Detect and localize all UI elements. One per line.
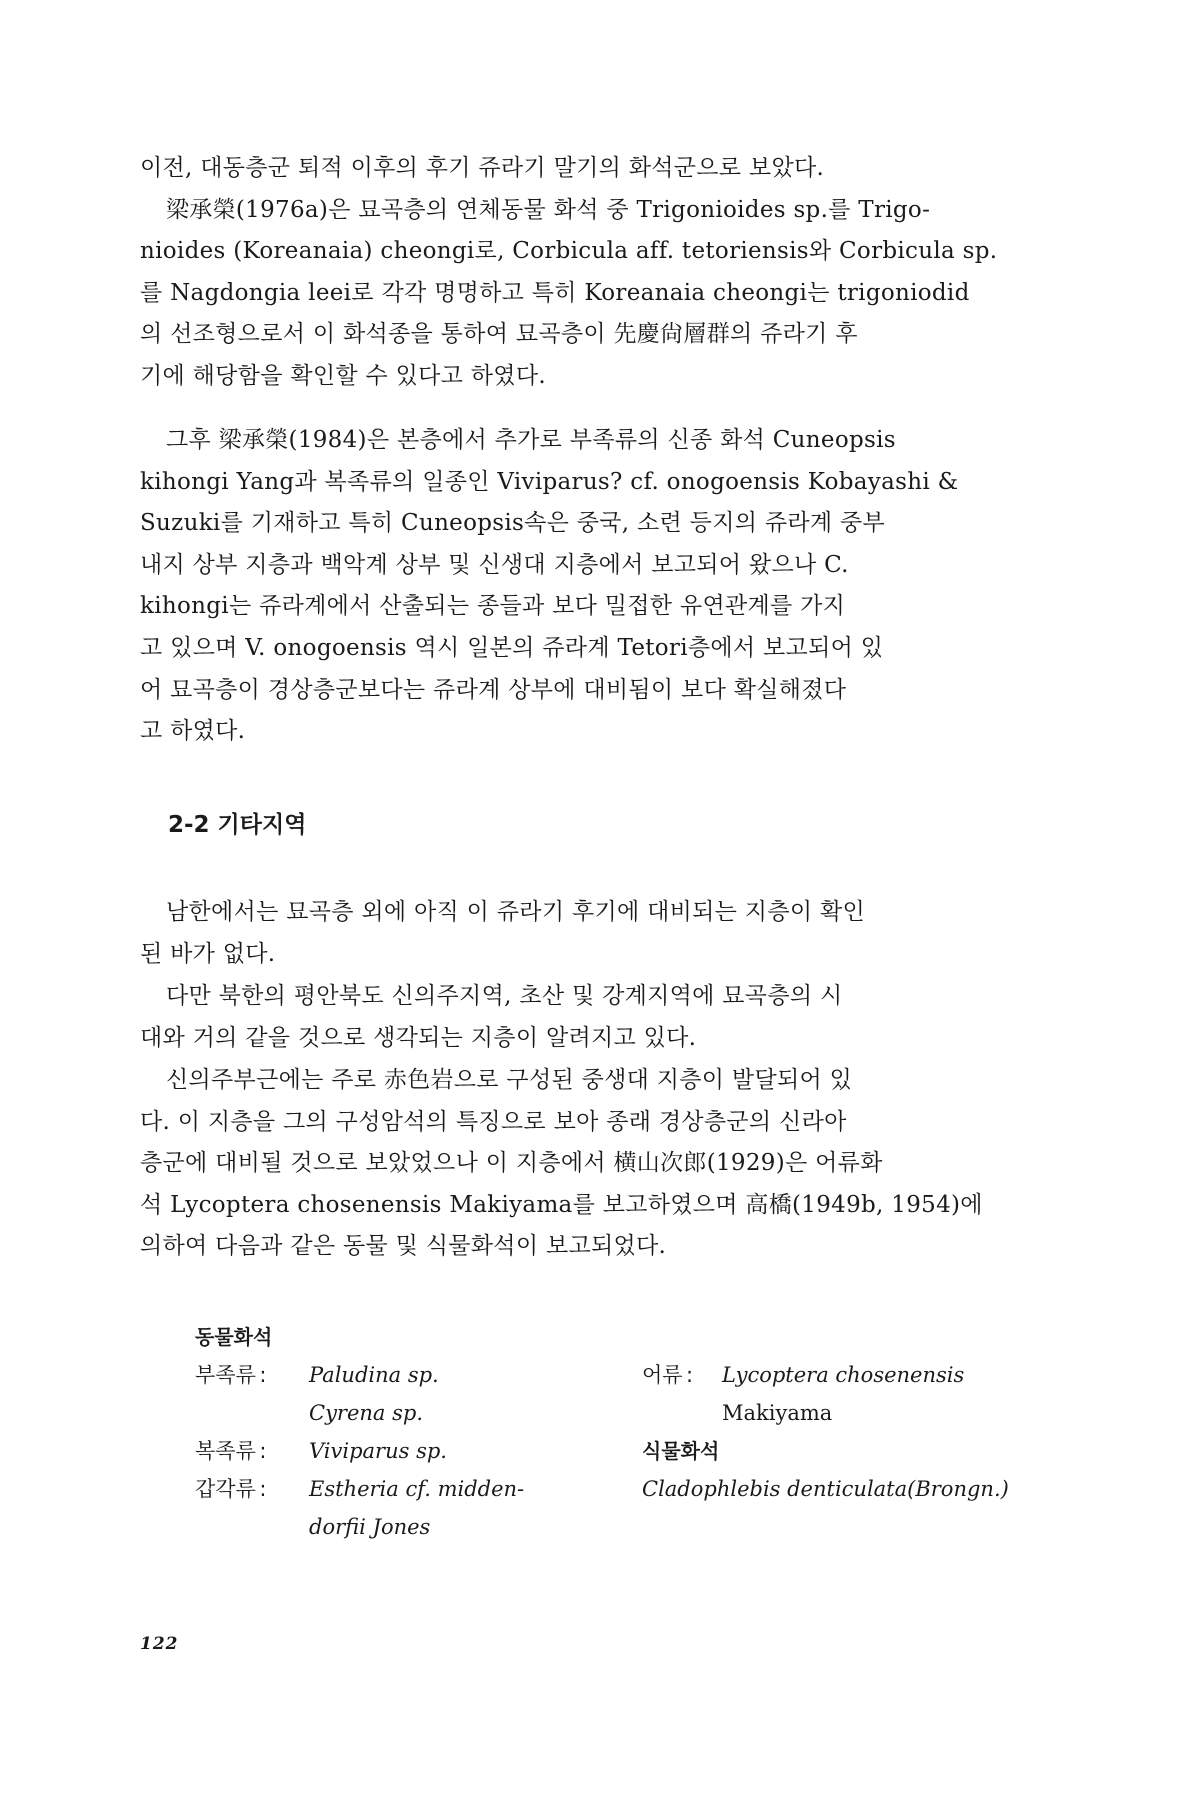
fossil-group-row [195,1394,524,1432]
text-line: kihongi Yang과 복족류의 일종인 Viviparus? cf. onogoensis Kobayashi & [140,468,959,495]
text-line: 어 묘곡층이 경상층군보다는 쥬라계 상부에 대비됨이 보다 확실해졌다 [140,676,847,703]
text-line: 내지 상부 지층과 백악계 상부 및 신생대 지층에서 보고되어 왔으나 C. [140,551,849,578]
paragraph-2 [140,420,1040,753]
text-line: 기에 해당함을 확인할 수 있다고 하였다. [140,362,546,389]
text-line: 된 바가 없다. [140,940,276,967]
fossil-group-row [195,1432,524,1470]
separator: : [686,1363,694,1387]
text-line: 를 Nagdongia leei로 각각 명명하고 특히 Koreanaia cheongi는 trigoniodid [140,279,970,306]
text-line: 고 하였다. [140,718,246,745]
fossil-group-spacer [195,1508,309,1546]
text-line: 의 선조형으로서 이 화석종을 통하여 묘곡층이 先慶尙層群의 쥬라기 후 [140,321,858,348]
taxon-name: Cyrena sp. [309,1401,424,1425]
text-line: Suzuki를 기재하고 특히 Cuneopsis속은 중국, 소련 등지의 쥬라계 중부 [140,510,886,537]
text-line: 층군에 대비될 것으로 보았었으나 이 지층에서 横山次郎(1929)은 어류화 [140,1150,883,1177]
group-name: 갑각류 [195,1477,256,1501]
separator: : [259,1363,267,1387]
fossil-group-row [642,1394,1009,1432]
text-line: 이전, 대동층군 퇴적 이후의 후기 쥬라기 말기의 화석군으로 보았다. [140,155,825,181]
text-line: 다만 북한의 평안북도 신의주지역, 초산 및 강계지역에 묘곡층의 시 [166,983,843,1009]
group-name: 어류 [642,1363,683,1387]
fossil-group-row [195,1470,524,1508]
section-heading: 2-2 기타지역 [168,812,307,838]
separator: : [259,1439,267,1463]
text-line: 梁承榮(1976a)은 묘곡층의 연체동물 화석 중 Trigonioides sp.를 Trigo- [166,196,931,223]
text-line: kihongi는 쥬라계에서 산출되는 종들과 보다 밀접한 유연관계를 가지 [140,593,846,620]
taxon-name: Lycoptera chosenensis [722,1363,965,1387]
fossil-group-label [195,1432,309,1470]
fossil-group-row [195,1508,524,1546]
paragraph-1 [140,148,1040,398]
fossil-group-label [195,1356,309,1394]
text-line: nioides (Koreanaia) cheongi로, Corbicula aff. tetoriensis와 Corbicula sp. [140,238,998,265]
taxon-name: Paludina sp. [309,1363,439,1387]
fossil-group-spacer [195,1394,309,1432]
text-line: 고 있으며 V. onogoensis 역시 일본의 쥬라계 Tetori층에서 보고되어 있 [140,634,884,661]
animal-fossil-heading: 동물화석 [195,1325,273,1349]
taxon-name: Cladophlebis denticulata(Brongn.) [642,1477,1009,1501]
fossil-group-label [642,1356,722,1394]
paragraph-3 [140,892,1040,975]
group-name: 복족류 [195,1439,256,1463]
taxon-name: dorfii Jones [309,1515,431,1539]
plant-fossil-heading: 식물화석 [642,1439,720,1463]
text-line: 석 Lycoptera chosenensis Makiyama를 보고하였으며 高橋(1949b, 1954)에 [140,1191,983,1218]
taxon-author: Makiyama [722,1401,833,1425]
fossil-group-row [642,1356,1009,1394]
fish-plant-fossil-list [642,1356,1009,1508]
text-line: 의하여 다음과 같은 동물 및 식물화석이 보고되었다. [140,1233,667,1260]
fossil-group-label [195,1470,309,1508]
text-line: 다. 이 지층을 그의 구성암석의 특징으로 보아 종래 경상층군의 신라아 [140,1108,847,1135]
paragraph-5 [140,1060,1040,1268]
fossil-group-row [195,1356,524,1394]
fossil-group-row [642,1470,1009,1508]
text-line: 신의주부근에는 주로 赤色岩으로 구성된 중생대 지층이 발달되어 있 [166,1067,853,1093]
text-line: 그후 梁承榮(1984)은 본층에서 추가로 부족류의 신종 화석 Cuneopsis [166,427,896,453]
group-name: 부족류 [195,1363,256,1387]
page-number: 122 [140,1634,179,1654]
text-line: 남한에서는 묘곡층 외에 아직 이 쥬라기 후기에 대비되는 지층이 확인 [166,899,866,925]
paragraph-4 [140,976,1040,1059]
animal-fossil-list [195,1318,524,1546]
fossil-group-spacer [642,1394,722,1432]
taxon-name: Estheria cf. midden- [309,1477,525,1501]
separator: : [259,1477,267,1501]
taxon-name: Viviparus sp. [309,1439,447,1463]
text-line: 대와 거의 같을 것으로 생각되는 지층이 알려지고 있다. [140,1024,697,1051]
